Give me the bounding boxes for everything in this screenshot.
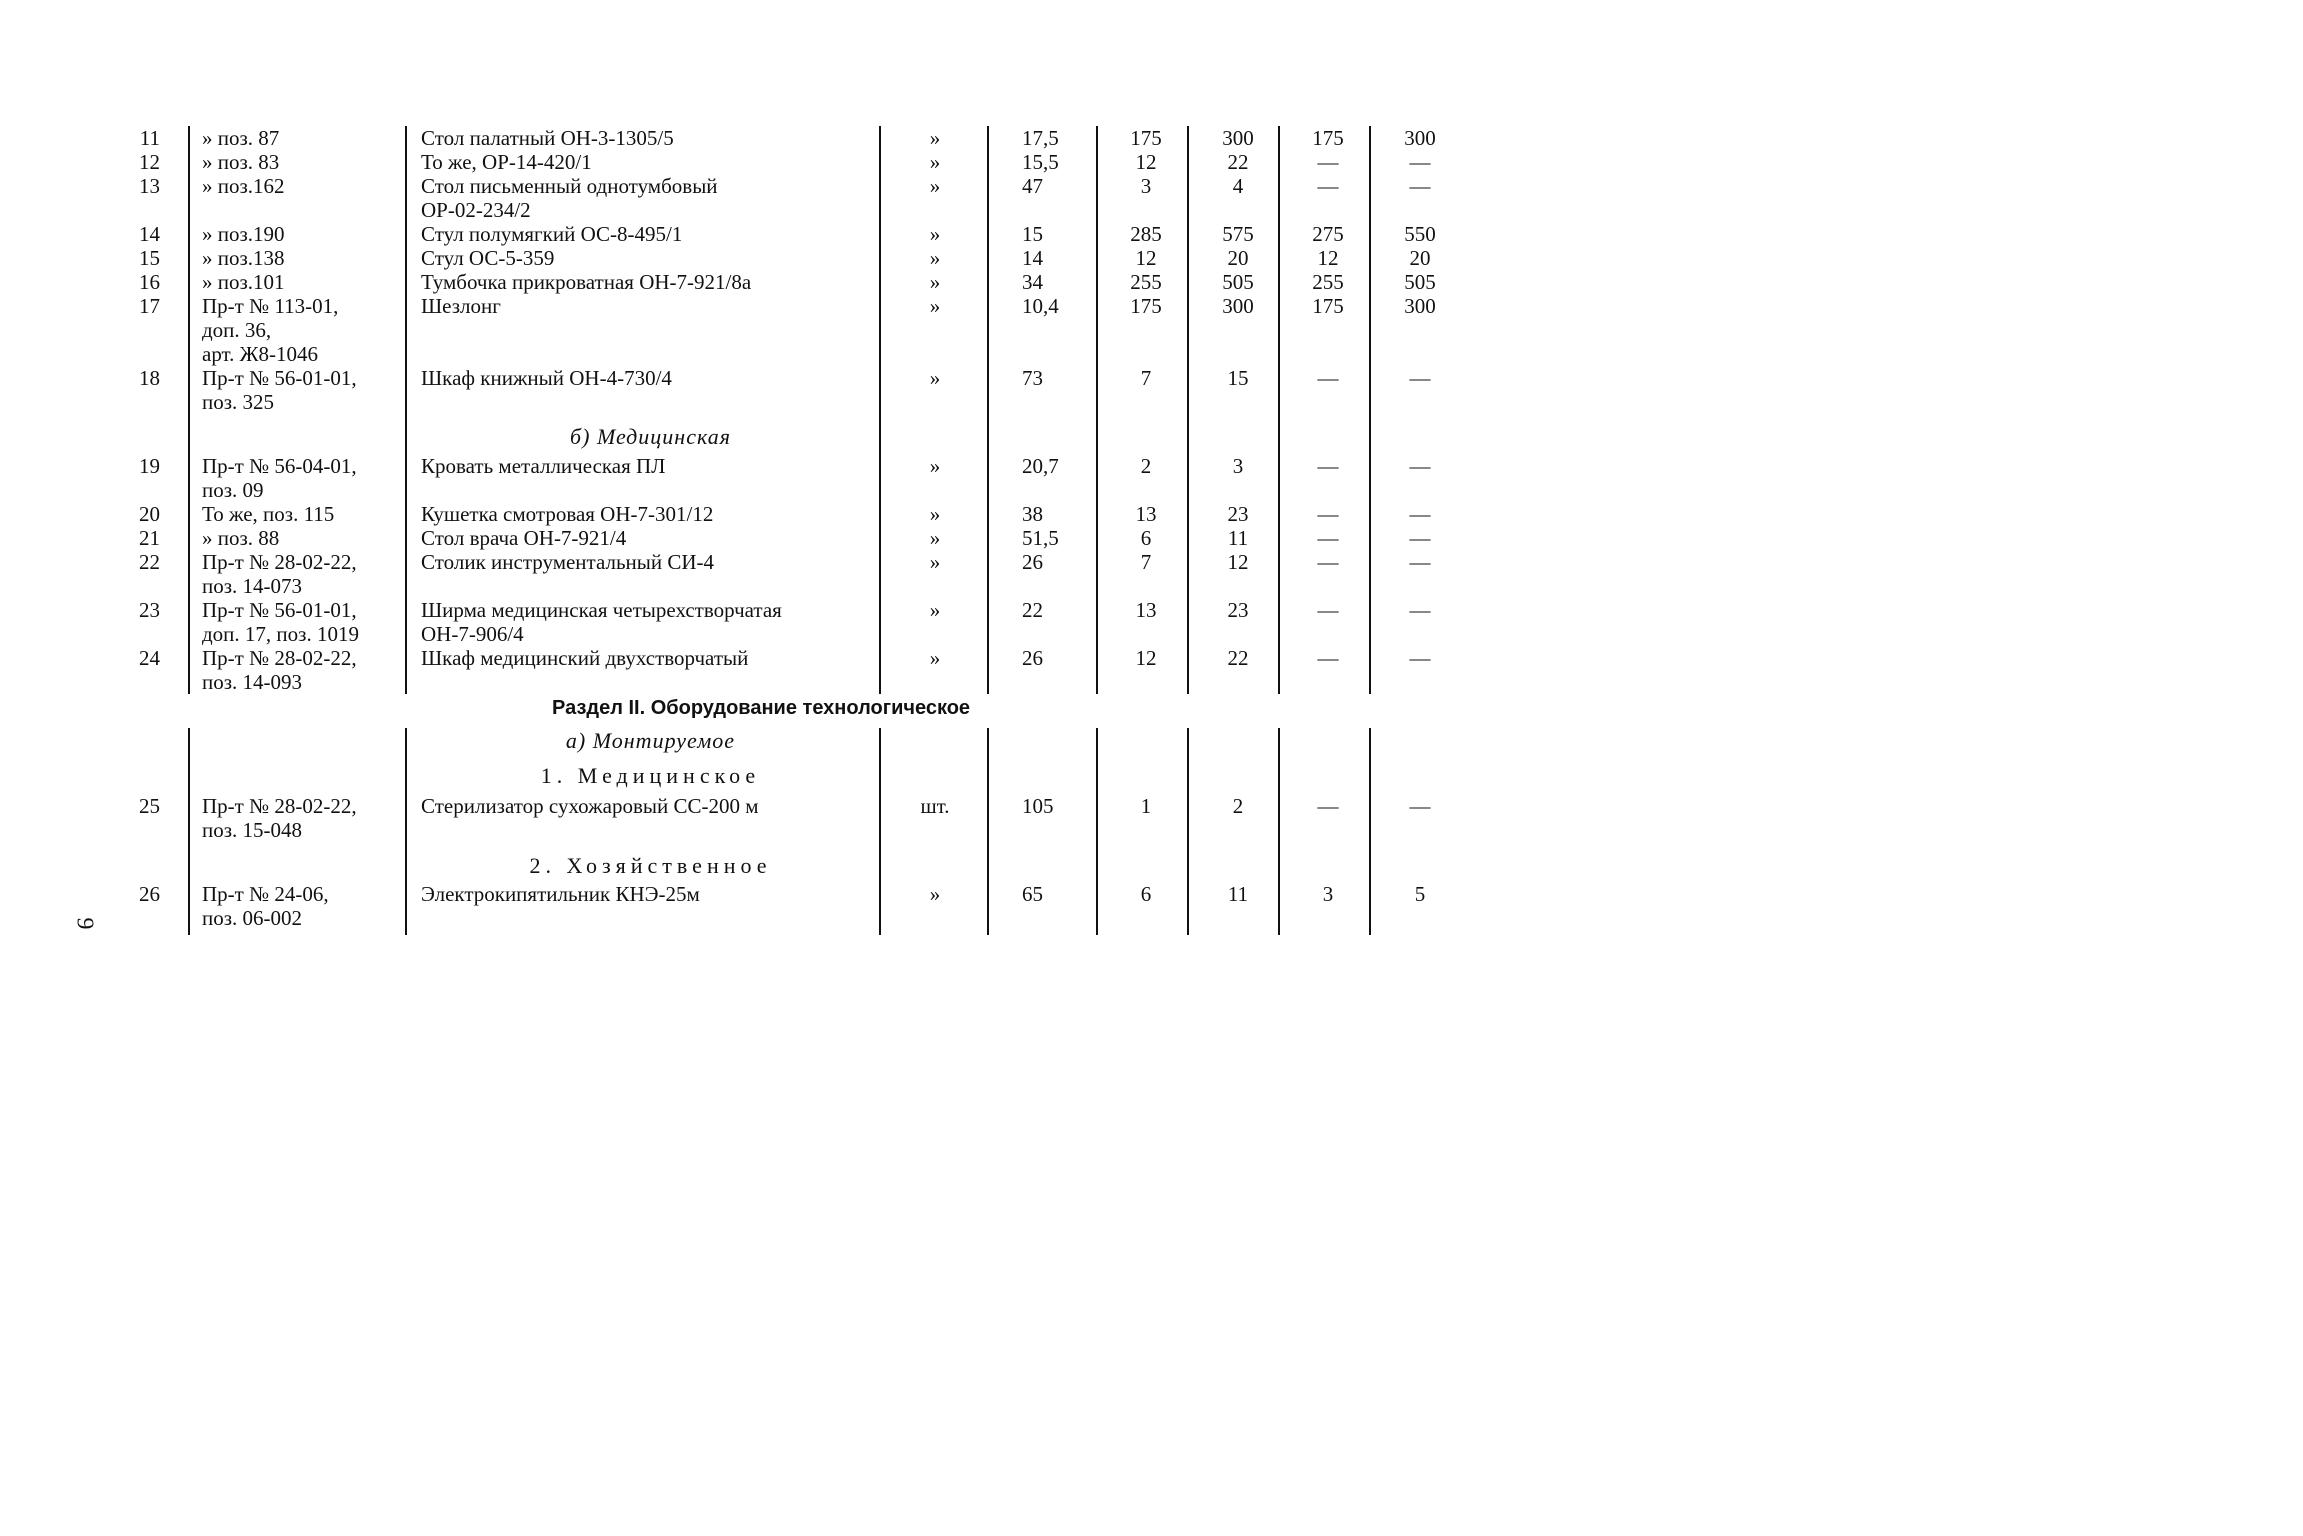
row-name: ОН-7-906/4 <box>421 622 524 646</box>
row-number: 12 <box>139 150 160 174</box>
row-unit: » <box>929 598 941 622</box>
row-qty-1: 255 <box>1130 270 1162 294</box>
row-qty-4: — <box>1409 526 1431 550</box>
row-name: ОР-02-234/2 <box>421 198 531 222</box>
row-mass: 65 <box>1022 882 1043 906</box>
row-name: Стол письменный однотумбовый <box>421 174 718 198</box>
row-unit: » <box>929 502 941 526</box>
row-qty-2: 575 <box>1222 222 1254 246</box>
row-mass: 22 <box>1022 598 1043 622</box>
row-qty-1: 7 <box>1140 366 1152 390</box>
row-mass: 47 <box>1022 174 1043 198</box>
row-qty-3: — <box>1317 794 1339 818</box>
column-rule <box>1278 728 1280 935</box>
row-number: 16 <box>139 270 160 294</box>
row-qty-3: — <box>1317 174 1339 198</box>
row-mass: 15,5 <box>1022 150 1059 174</box>
row-name: Кушетка смотровая ОН-7-301/12 <box>421 502 714 526</box>
row-name: Стерилизатор сухожаровый СС-200 м <box>421 794 759 818</box>
row-reference: » поз. 83 <box>202 150 280 174</box>
row-reference: доп. 17, поз. 1019 <box>202 622 359 646</box>
row-qty-3: — <box>1317 598 1339 622</box>
row-reference: поз. 06-002 <box>202 906 303 930</box>
row-reference: Пр-т № 113-01, <box>202 294 339 318</box>
row-qty-1: 1 <box>1140 794 1152 818</box>
column-rule <box>1369 126 1371 694</box>
row-qty-4: — <box>1409 454 1431 478</box>
row-number: 17 <box>139 294 160 318</box>
row-number: 11 <box>139 126 160 150</box>
row-name: Тумбочка прикроватная ОН-7-921/8а <box>421 270 752 294</box>
row-mass: 105 <box>1022 794 1054 818</box>
column-rule <box>1187 728 1189 935</box>
row-reference: арт. Ж8-1046 <box>202 342 318 366</box>
row-number: 23 <box>139 598 160 622</box>
column-rule <box>405 126 407 694</box>
row-qty-4: 5 <box>1414 882 1426 906</box>
row-qty-1: 6 <box>1140 882 1152 906</box>
subsection-heading: б) Медицинская <box>570 424 731 449</box>
row-qty-4: 505 <box>1404 270 1436 294</box>
column-rule <box>188 126 190 694</box>
row-qty-2: 22 <box>1227 646 1249 670</box>
row-reference: Пр-т № 56-04-01, <box>202 454 357 478</box>
row-qty-2: 2 <box>1232 794 1244 818</box>
row-qty-4: — <box>1409 174 1431 198</box>
row-mass: 20,7 <box>1022 454 1059 478</box>
row-name: Шкаф книжный ОН-4-730/4 <box>421 366 672 390</box>
row-number: 21 <box>139 526 160 550</box>
column-rule <box>987 728 989 935</box>
row-qty-2: 23 <box>1227 598 1249 622</box>
row-reference: » поз.101 <box>202 270 285 294</box>
row-name: Кровать металлическая ПЛ <box>421 454 666 478</box>
row-name: Шкаф медицинский двухстворчатый <box>421 646 749 670</box>
row-unit: » <box>929 246 941 270</box>
row-number: 22 <box>139 550 160 574</box>
row-mass: 17,5 <box>1022 126 1059 150</box>
row-reference: поз. 15-048 <box>202 818 303 842</box>
row-qty-3: — <box>1317 646 1339 670</box>
row-unit: шт. <box>920 794 950 818</box>
row-qty-2: 15 <box>1227 366 1249 390</box>
row-name: Стол палатный ОН-3-1305/5 <box>421 126 674 150</box>
document-page <box>0 0 1552 1036</box>
row-name: Электрокипятильник КНЭ-25м <box>421 882 700 906</box>
group-heading: 2. Хозяйственное <box>529 853 772 878</box>
row-qty-4: — <box>1409 794 1431 818</box>
row-number: 25 <box>139 794 160 818</box>
row-unit: » <box>929 454 941 478</box>
row-reference: То же, поз. 115 <box>202 502 335 526</box>
row-qty-2: 505 <box>1222 270 1254 294</box>
row-mass: 10,4 <box>1022 294 1059 318</box>
row-qty-2: 22 <box>1227 150 1249 174</box>
row-qty-2: 12 <box>1227 550 1249 574</box>
row-mass: 14 <box>1022 246 1043 270</box>
row-unit: » <box>929 550 941 574</box>
row-reference: Пр-т № 56-01-01, <box>202 598 357 622</box>
row-name: Стул полумягкий ОС-8-495/1 <box>421 222 683 246</box>
row-reference: доп. 36, <box>202 318 272 342</box>
row-unit: » <box>929 882 941 906</box>
column-rule <box>879 728 881 935</box>
row-reference: Пр-т № 24-06, <box>202 882 329 906</box>
row-number: 26 <box>139 882 160 906</box>
row-reference: Пр-т № 56-01-01, <box>202 366 357 390</box>
row-qty-2: 4 <box>1232 174 1244 198</box>
row-qty-1: 12 <box>1135 246 1157 270</box>
row-reference: поз. 09 <box>202 478 264 502</box>
row-qty-1: 2 <box>1140 454 1152 478</box>
row-reference: » поз. 88 <box>202 526 280 550</box>
row-qty-4: 300 <box>1404 294 1436 318</box>
row-qty-3: — <box>1317 550 1339 574</box>
row-reference: » поз.190 <box>202 222 285 246</box>
row-qty-2: 11 <box>1227 882 1249 906</box>
row-name: Стол врача ОН-7-921/4 <box>421 526 627 550</box>
row-reference: » поз. 87 <box>202 126 280 150</box>
row-number: 19 <box>139 454 160 478</box>
row-reference: » поз.138 <box>202 246 285 270</box>
row-name: Ширма медицинская четырехстворчатая <box>421 598 782 622</box>
row-qty-2: 23 <box>1227 502 1249 526</box>
row-qty-2: 300 <box>1222 126 1254 150</box>
column-rule <box>1096 126 1098 694</box>
row-qty-4: — <box>1409 598 1431 622</box>
row-unit: » <box>929 526 941 550</box>
row-qty-3: — <box>1317 454 1339 478</box>
row-qty-3: — <box>1317 502 1339 526</box>
row-number: 14 <box>139 222 160 246</box>
row-unit: » <box>929 294 941 318</box>
row-mass: 73 <box>1022 366 1043 390</box>
row-qty-1: 13 <box>1135 598 1157 622</box>
row-qty-3: — <box>1317 366 1339 390</box>
column-rule <box>188 728 190 935</box>
row-qty-4: — <box>1409 366 1431 390</box>
row-mass: 34 <box>1022 270 1043 294</box>
row-qty-2: 3 <box>1232 454 1244 478</box>
row-qty-1: 13 <box>1135 502 1157 526</box>
row-qty-3: 3 <box>1322 882 1334 906</box>
row-mass: 15 <box>1022 222 1043 246</box>
row-unit: » <box>929 174 941 198</box>
row-reference: Пр-т № 28-02-22, <box>202 794 357 818</box>
row-qty-3: 175 <box>1312 294 1344 318</box>
row-qty-4: 300 <box>1404 126 1436 150</box>
row-qty-2: 11 <box>1227 526 1249 550</box>
row-qty-1: 6 <box>1140 526 1152 550</box>
row-unit: » <box>929 126 941 150</box>
column-rule <box>987 126 989 694</box>
row-qty-1: 285 <box>1130 222 1162 246</box>
column-rule <box>1278 126 1280 694</box>
row-number: 13 <box>139 174 160 198</box>
row-name: Столик инструментальный СИ-4 <box>421 550 715 574</box>
row-qty-1: 175 <box>1130 294 1162 318</box>
column-rule <box>1187 126 1189 694</box>
row-qty-2: 300 <box>1222 294 1254 318</box>
column-rule <box>1369 728 1371 935</box>
row-qty-1: 175 <box>1130 126 1162 150</box>
row-mass: 26 <box>1022 550 1043 574</box>
row-qty-3: 12 <box>1317 246 1339 270</box>
row-name: Шезлонг <box>421 294 501 318</box>
row-qty-4: — <box>1409 150 1431 174</box>
row-qty-4: 20 <box>1409 246 1431 270</box>
row-qty-3: 255 <box>1312 270 1344 294</box>
row-number: 18 <box>139 366 160 390</box>
row-unit: » <box>929 270 941 294</box>
row-reference: Пр-т № 28-02-22, <box>202 550 357 574</box>
row-mass: 38 <box>1022 502 1043 526</box>
column-rule <box>405 728 407 935</box>
row-qty-4: — <box>1409 646 1431 670</box>
row-qty-1: 7 <box>1140 550 1152 574</box>
row-qty-3: — <box>1317 150 1339 174</box>
page-number: 9 <box>71 917 98 930</box>
row-number: 24 <box>139 646 160 670</box>
row-name: Стул ОС-5-359 <box>421 246 555 270</box>
row-reference: поз. 325 <box>202 390 275 414</box>
row-qty-1: 12 <box>1135 646 1157 670</box>
row-reference: Пр-т № 28-02-22, <box>202 646 357 670</box>
row-unit: » <box>929 222 941 246</box>
row-reference: поз. 14-093 <box>202 670 303 694</box>
row-qty-3: — <box>1317 526 1339 550</box>
row-reference: поз. 14-073 <box>202 574 303 598</box>
row-qty-1: 12 <box>1135 150 1157 174</box>
row-number: 20 <box>139 502 160 526</box>
row-reference: » поз.162 <box>202 174 285 198</box>
row-mass: 51,5 <box>1022 526 1059 550</box>
column-rule <box>1096 728 1098 935</box>
row-qty-2: 20 <box>1227 246 1249 270</box>
row-qty-3: 275 <box>1312 222 1344 246</box>
row-unit: » <box>929 150 941 174</box>
subsection-heading: а) Монтируемое <box>565 728 736 753</box>
row-name: То же, ОР-14-420/1 <box>421 150 592 174</box>
row-qty-4: — <box>1409 502 1431 526</box>
row-qty-3: 175 <box>1312 126 1344 150</box>
row-qty-1: 3 <box>1140 174 1152 198</box>
row-unit: » <box>929 646 941 670</box>
row-qty-4: 550 <box>1404 222 1436 246</box>
row-mass: 26 <box>1022 646 1043 670</box>
row-qty-4: — <box>1409 550 1431 574</box>
row-unit: » <box>929 366 941 390</box>
row-number: 15 <box>139 246 160 270</box>
column-rule <box>879 126 881 694</box>
section-title: Раздел II. Оборудование технологическое <box>552 697 971 719</box>
group-heading: 1. Медицинское <box>540 763 761 788</box>
